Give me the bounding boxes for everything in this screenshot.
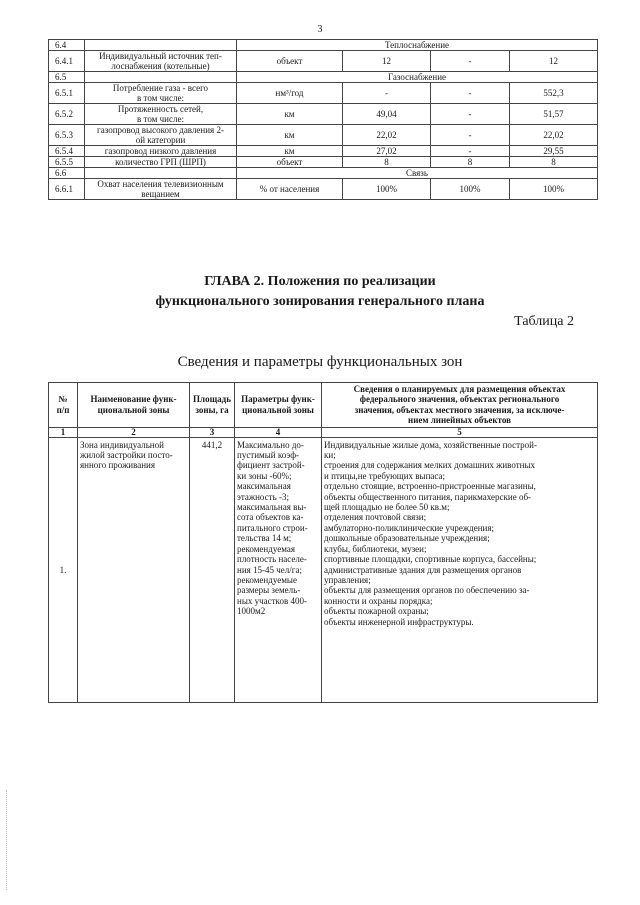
text-line: объекты инженерной инфраструктуры. xyxy=(324,616,474,627)
unit: км xyxy=(237,146,343,157)
scan-margin-mark xyxy=(6,790,8,890)
text-line: максимальная xyxy=(237,481,291,492)
value-first-stage: - xyxy=(431,83,510,104)
table-row xyxy=(49,179,598,200)
text-line: клубы, библиотеки, музеи; xyxy=(324,543,427,554)
text-line: пустимый коэф- xyxy=(237,450,300,461)
indicator-name xyxy=(85,146,237,157)
unit: нм³/год xyxy=(237,83,343,104)
row-number: 6.4 xyxy=(49,40,85,51)
indicator-name-line: Потребление газа - всего xyxy=(112,83,209,93)
value-first-stage: - xyxy=(431,146,510,157)
zone-objects xyxy=(322,437,598,702)
table-row xyxy=(49,146,598,157)
section-spacer xyxy=(85,168,237,179)
text-line: строения для содержания мелких домашних животных xyxy=(324,460,536,471)
infrastructure-table xyxy=(48,39,598,200)
value-first-stage: - xyxy=(431,51,510,72)
indicator-name-line: в том числе: xyxy=(137,93,184,103)
value-first-stage: 100% xyxy=(431,179,510,200)
table-label: Таблица 2 xyxy=(514,314,574,329)
zones-subtitle: Сведения и параметры функциональных зон xyxy=(177,354,463,370)
text-line: отдельно стоящие, встроенно-пристроенные магазины, xyxy=(324,481,536,492)
indicator-name-line: Индивидуальный источник теп- xyxy=(99,51,222,61)
row-number: 6.5.1 xyxy=(49,83,85,104)
table-row xyxy=(49,157,598,168)
text-line: размеры земель- xyxy=(237,585,301,596)
row-number: 6.5.3 xyxy=(49,125,85,146)
value-current: 100% xyxy=(343,179,431,200)
header-params: Параметры функ- циональной зоны xyxy=(235,383,322,428)
section-title: Теплоснабжение xyxy=(237,40,598,51)
indicator-name xyxy=(85,51,237,72)
text-line: максимальная вы- xyxy=(237,502,307,513)
indicator-name-line: газопровод высокого давления 2- xyxy=(97,125,224,135)
text-line: объекты пожарной охраны; xyxy=(324,606,429,617)
text-line: конности и охраны порядка; xyxy=(324,595,433,606)
text-line: амбулаторно-поликлинические учреждения; xyxy=(324,522,494,533)
value-estimated: 29,55 xyxy=(510,146,598,157)
value-current: 49,04 xyxy=(343,104,431,125)
text-line: и птицы,не требующих выпаса; xyxy=(324,470,446,481)
text-line: рекомендуемые xyxy=(237,574,297,585)
value-current: - xyxy=(343,83,431,104)
unit: % от населения xyxy=(237,179,343,200)
zones-header-row xyxy=(49,383,598,428)
col-index: 4 xyxy=(235,427,322,437)
chapter-heading-line2: функционального зонирования генерального плана xyxy=(155,294,485,309)
indicator-name-line: Охват населения телевизионным xyxy=(97,179,224,189)
value-first-stage: - xyxy=(431,125,510,146)
indicator-name xyxy=(85,157,237,168)
zone-params xyxy=(235,437,322,702)
zones-table xyxy=(48,382,598,703)
text-line: сота объектов ка- xyxy=(237,512,304,523)
row-number: 6.6.1 xyxy=(49,179,85,200)
value-estimated: 552,3 xyxy=(510,83,598,104)
value-estimated: 22,02 xyxy=(510,125,598,146)
value-estimated: 12 xyxy=(510,51,598,72)
unit: км xyxy=(237,125,343,146)
value-first-stage: 8 xyxy=(431,157,510,168)
col-index: 1 xyxy=(49,427,78,437)
row-number: 6.5 xyxy=(49,72,85,83)
section-spacer xyxy=(85,72,237,83)
table-row xyxy=(49,51,598,72)
section-row xyxy=(49,168,598,179)
indicator-name xyxy=(85,125,237,146)
row-number: 6.6 xyxy=(49,168,85,179)
section-row xyxy=(49,72,598,83)
value-first-stage: - xyxy=(431,104,510,125)
header-objects: Сведения о планируемых для размещения объектах федерального значения, объектах регионального значения, объектах местного значения, за исключе- нием линейных объектов xyxy=(322,383,598,428)
unit: км xyxy=(237,104,343,125)
indicator-name-line: в том числе: xyxy=(137,114,184,124)
zone-name xyxy=(78,437,190,702)
table-row xyxy=(49,83,598,104)
text-line: отделения почтовой связи; xyxy=(324,512,427,523)
text-line: Зона индивидуальной xyxy=(80,439,164,450)
header-zone-name: Наименование функ- циональной зоны xyxy=(78,383,190,428)
text-line: административные здания для размещения органов xyxy=(324,564,522,575)
zone-number: 1. xyxy=(49,437,78,702)
text-line: ки зоны -60%; xyxy=(237,470,292,481)
header-num: № п/п xyxy=(49,383,78,428)
text-line: тельства 14 м; xyxy=(237,533,292,544)
table-row xyxy=(49,104,598,125)
unit: объект xyxy=(237,51,343,72)
text-line: спортивные площадки, спортивные корпуса, бассейны; xyxy=(324,554,537,565)
unit: объект xyxy=(237,157,343,168)
row-number: 6.5.4 xyxy=(49,146,85,157)
text-line: ных участков 400- xyxy=(237,595,307,606)
column-index-row xyxy=(49,427,598,437)
text-line: жилой застройки посто- xyxy=(80,450,173,461)
value-current: 22,02 xyxy=(343,125,431,146)
indicator-name xyxy=(85,104,237,125)
col-index: 2 xyxy=(78,427,190,437)
section-row xyxy=(49,40,598,51)
text-line: плотность населе- xyxy=(237,554,307,565)
indicator-name xyxy=(85,179,237,200)
col-index: 5 xyxy=(322,427,598,437)
text-line: ния 15-45 чел/га; xyxy=(237,564,302,575)
row-number: 6.4.1 xyxy=(49,51,85,72)
value-estimated: 51,57 xyxy=(510,104,598,125)
col-index: 3 xyxy=(190,427,235,437)
indicator-name xyxy=(85,83,237,104)
text-line: дошкольные образовательные учреждения; xyxy=(324,533,490,544)
row-number: 6.5.5 xyxy=(49,157,85,168)
text-line: янного проживания xyxy=(80,460,156,471)
section-title: Газоснабжение xyxy=(237,72,598,83)
value-current: 8 xyxy=(343,157,431,168)
indicator-name-line: газопровод низкого давления xyxy=(104,146,217,156)
indicator-name-line: Протяженность сетей, xyxy=(117,104,204,114)
text-line: Индивидуальные жилые дома, хозяйственные построй- xyxy=(324,439,537,450)
zone-row xyxy=(49,437,598,702)
page-number: 3 xyxy=(317,24,323,35)
text-line: ки; xyxy=(324,450,336,461)
text-line: объекты общественного питания, парикмахерские об- xyxy=(324,491,532,502)
text-line: управления; xyxy=(324,574,371,585)
indicator-name-line: вещанием xyxy=(141,189,180,199)
section-spacer xyxy=(85,40,237,51)
text-line: объекты для размещения органов по обеспечению за- xyxy=(324,585,530,596)
zone-area: 441,2 xyxy=(190,437,235,702)
value-estimated: 8 xyxy=(510,157,598,168)
header-area: Площадь зоны, га xyxy=(190,383,235,428)
indicator-name-line: количество ГРП (ШРП) xyxy=(115,157,206,167)
value-estimated: 100% xyxy=(510,179,598,200)
text-line: рекомендуемая xyxy=(237,543,295,554)
text-line: этажность -3; xyxy=(237,491,289,502)
table-row xyxy=(49,125,598,146)
chapter-heading-line1: ГЛАВА 2. Положения по реализации xyxy=(204,274,436,289)
row-number: 6.5.2 xyxy=(49,104,85,125)
indicator-name-line: лоснабжения (котельные) xyxy=(111,61,210,71)
value-current: 12 xyxy=(343,51,431,72)
text-line: щей площадью не более 50 кв.м; xyxy=(324,502,450,513)
value-current: 27,02 xyxy=(343,146,431,157)
text-line: фициент застрой- xyxy=(237,460,305,471)
text-line: 1000м2 xyxy=(237,606,266,617)
indicator-name-line: ой категории xyxy=(135,135,186,145)
text-line: Максимально до- xyxy=(237,439,304,450)
section-title: Связь xyxy=(237,168,598,179)
text-line: питального строи- xyxy=(237,522,308,533)
